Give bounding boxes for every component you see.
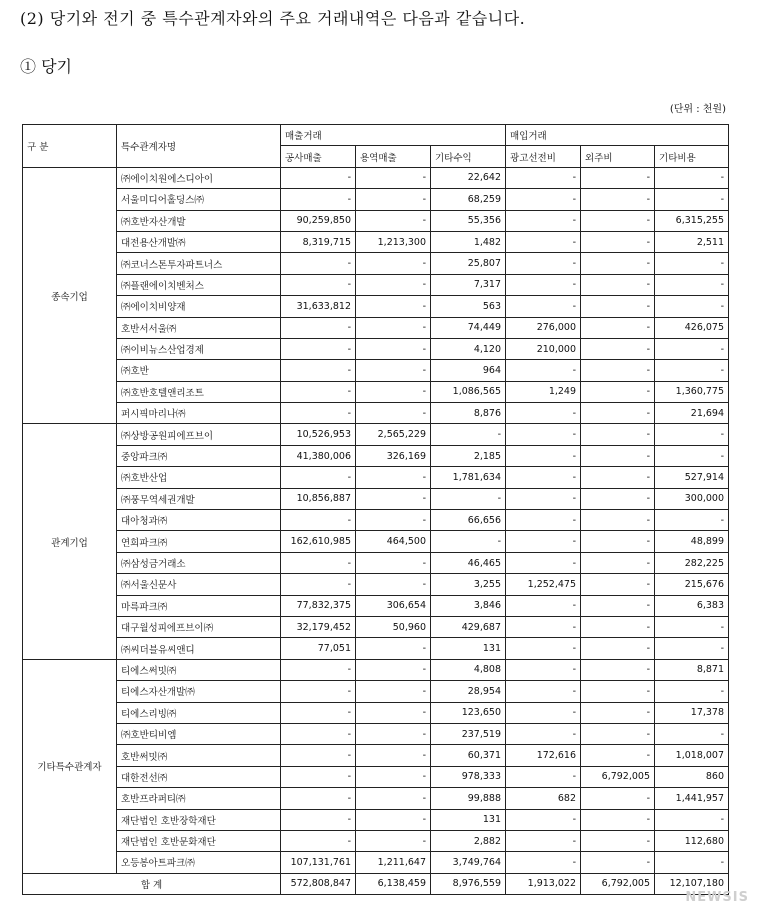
- value-cell: -: [655, 445, 729, 466]
- party-name-cell: ㈜플랜에이치벤처스: [117, 274, 281, 295]
- value-cell: -: [506, 360, 581, 381]
- table-row: [23, 231, 729, 252]
- table-row: [23, 723, 729, 744]
- value-cell: -: [581, 809, 655, 830]
- table-row: [23, 595, 729, 616]
- group-label-cell: 기타특수관계자: [23, 659, 117, 873]
- party-name-cell: ㈜풍무역세권개발: [117, 488, 281, 509]
- header-sales-group: 매출거래: [281, 125, 506, 146]
- table-row: [23, 574, 729, 595]
- value-cell: -: [356, 317, 431, 338]
- table-row: [23, 809, 729, 830]
- value-cell: -: [356, 830, 431, 851]
- table-row: [23, 830, 729, 851]
- value-cell: 90,259,850: [281, 210, 356, 231]
- table-row: [23, 531, 729, 552]
- value-cell: -: [655, 296, 729, 317]
- value-cell: -: [506, 616, 581, 637]
- value-cell: -: [655, 809, 729, 830]
- value-cell: -: [281, 381, 356, 402]
- value-cell: 10,856,887: [281, 488, 356, 509]
- value-cell: -: [281, 552, 356, 573]
- sub-header-cell: 광고선전비: [506, 146, 581, 167]
- value-cell: 860: [655, 766, 729, 787]
- value-cell: -: [356, 360, 431, 381]
- value-cell: 131: [431, 638, 506, 659]
- value-cell: -: [655, 253, 729, 274]
- value-cell: -: [281, 659, 356, 680]
- table-row: [23, 189, 729, 210]
- table-row: [23, 616, 729, 637]
- value-cell: -: [281, 360, 356, 381]
- value-cell: 48,899: [655, 531, 729, 552]
- party-name-cell: 호반서서울㈜: [117, 317, 281, 338]
- group-label-cell: 관계기업: [23, 424, 117, 659]
- party-name-cell: 서울미디어홀딩스㈜: [117, 189, 281, 210]
- sub-header-cell: 용역매출: [356, 146, 431, 167]
- value-cell: 123,650: [431, 702, 506, 723]
- value-cell: -: [431, 488, 506, 509]
- table-row: [23, 445, 729, 466]
- value-cell: -: [655, 338, 729, 359]
- party-name-cell: ㈜이비뉴스산업경제: [117, 338, 281, 359]
- value-cell: 32,179,452: [281, 616, 356, 637]
- value-cell: -: [506, 167, 581, 188]
- table-row: [23, 167, 729, 188]
- value-cell: -: [281, 788, 356, 809]
- value-cell: -: [506, 424, 581, 445]
- total-value-cell: 6,792,005: [581, 873, 655, 894]
- party-name-cell: 재단법인 호반장학재단: [117, 809, 281, 830]
- value-cell: -: [655, 510, 729, 531]
- value-cell: -: [281, 403, 356, 424]
- table-row: [23, 638, 729, 659]
- value-cell: 8,319,715: [281, 231, 356, 252]
- value-cell: -: [356, 702, 431, 723]
- value-cell: -: [655, 424, 729, 445]
- value-cell: -: [356, 510, 431, 531]
- value-cell: -: [356, 274, 431, 295]
- value-cell: -: [506, 189, 581, 210]
- value-cell: -: [281, 338, 356, 359]
- value-cell: 66,656: [431, 510, 506, 531]
- value-cell: -: [281, 745, 356, 766]
- value-cell: -: [356, 766, 431, 787]
- party-name-cell: 연희파크㈜: [117, 531, 281, 552]
- section-heading: (2) 당기와 전기 중 특수관계자와의 주요 거래내역은 다음과 같습니다.: [20, 9, 526, 28]
- value-cell: 210,000: [506, 338, 581, 359]
- sub-header-cell: 기타비용: [655, 146, 729, 167]
- table-row: [23, 552, 729, 573]
- value-cell: 1,441,957: [655, 788, 729, 809]
- value-cell: 68,259: [431, 189, 506, 210]
- total-value-cell: 1,913,022: [506, 873, 581, 894]
- table-row: [23, 702, 729, 723]
- value-cell: -: [581, 723, 655, 744]
- value-cell: 1,781,634: [431, 467, 506, 488]
- party-name-cell: 호반프라퍼티㈜: [117, 788, 281, 809]
- value-cell: -: [281, 253, 356, 274]
- value-cell: -: [356, 167, 431, 188]
- party-name-cell: 티에스써밋㈜: [117, 659, 281, 680]
- value-cell: -: [281, 467, 356, 488]
- value-cell: 77,832,375: [281, 595, 356, 616]
- value-cell: -: [281, 167, 356, 188]
- value-cell: -: [581, 296, 655, 317]
- value-cell: -: [356, 723, 431, 744]
- party-name-cell: 퍼시픽마리나㈜: [117, 403, 281, 424]
- header-party-name: 특수관계자명: [117, 125, 281, 168]
- party-name-cell: ㈜서울신문사: [117, 574, 281, 595]
- table-row: [23, 852, 729, 873]
- value-cell: -: [356, 552, 431, 573]
- value-cell: 3,255: [431, 574, 506, 595]
- value-cell: -: [506, 681, 581, 702]
- value-cell: 276,000: [506, 317, 581, 338]
- party-name-cell: 중앙파크㈜: [117, 445, 281, 466]
- value-cell: 1,086,565: [431, 381, 506, 402]
- value-cell: -: [356, 638, 431, 659]
- current-period-heading: ① 당기: [20, 57, 72, 76]
- value-cell: -: [356, 788, 431, 809]
- value-cell: 326,169: [356, 445, 431, 466]
- value-cell: -: [506, 766, 581, 787]
- table-row: [23, 210, 729, 231]
- value-cell: -: [581, 531, 655, 552]
- table-row: [23, 296, 729, 317]
- table-row: [23, 488, 729, 509]
- value-cell: -: [281, 317, 356, 338]
- value-cell: 131: [431, 809, 506, 830]
- value-cell: -: [655, 360, 729, 381]
- value-cell: -: [356, 189, 431, 210]
- table-row: [23, 317, 729, 338]
- value-cell: -: [581, 317, 655, 338]
- value-cell: -: [356, 809, 431, 830]
- value-cell: -: [581, 467, 655, 488]
- value-cell: 1,249: [506, 381, 581, 402]
- value-cell: -: [356, 659, 431, 680]
- value-cell: -: [281, 830, 356, 851]
- value-cell: -: [506, 552, 581, 573]
- value-cell: -: [655, 681, 729, 702]
- value-cell: -: [281, 189, 356, 210]
- value-cell: 4,808: [431, 659, 506, 680]
- value-cell: -: [581, 210, 655, 231]
- party-name-cell: ㈜코너스톤투자파트너스: [117, 253, 281, 274]
- value-cell: -: [281, 274, 356, 295]
- value-cell: -: [281, 510, 356, 531]
- total-value-cell: 6,138,459: [356, 873, 431, 894]
- party-name-cell: 티에스리빙㈜: [117, 702, 281, 723]
- value-cell: -: [581, 338, 655, 359]
- party-name-cell: 재단법인 호반문화재단: [117, 830, 281, 851]
- value-cell: 2,882: [431, 830, 506, 851]
- sub-header-cell: 기타수익: [431, 146, 506, 167]
- value-cell: 1,213,300: [356, 231, 431, 252]
- value-cell: -: [431, 424, 506, 445]
- value-cell: -: [356, 210, 431, 231]
- value-cell: -: [506, 296, 581, 317]
- value-cell: -: [581, 702, 655, 723]
- value-cell: 25,807: [431, 253, 506, 274]
- value-cell: 306,654: [356, 595, 431, 616]
- value-cell: -: [281, 809, 356, 830]
- value-cell: 2,511: [655, 231, 729, 252]
- party-name-cell: ㈜씨더블유씨앤디: [117, 638, 281, 659]
- value-cell: -: [581, 510, 655, 531]
- value-cell: 107,131,761: [281, 852, 356, 873]
- value-cell: 77,051: [281, 638, 356, 659]
- value-cell: 112,680: [655, 830, 729, 851]
- value-cell: 162,610,985: [281, 531, 356, 552]
- value-cell: -: [506, 210, 581, 231]
- table-row: [23, 467, 729, 488]
- value-cell: -: [581, 745, 655, 766]
- value-cell: -: [506, 638, 581, 659]
- newsis-watermark: NEWSIS: [685, 890, 749, 905]
- value-cell: 21,694: [655, 403, 729, 424]
- value-cell: -: [581, 360, 655, 381]
- party-name-cell: ㈜호반: [117, 360, 281, 381]
- value-cell: -: [655, 274, 729, 295]
- group-label-cell: 종속기업: [23, 167, 117, 424]
- value-cell: -: [506, 852, 581, 873]
- total-value-cell: 12,107,180: [655, 873, 729, 894]
- value-cell: 964: [431, 360, 506, 381]
- value-cell: -: [356, 253, 431, 274]
- value-cell: 6,792,005: [581, 766, 655, 787]
- related-party-transactions-table: [22, 124, 729, 895]
- table-row: [23, 274, 729, 295]
- value-cell: 99,888: [431, 788, 506, 809]
- value-cell: 10,526,953: [281, 424, 356, 445]
- value-cell: -: [356, 745, 431, 766]
- value-cell: -: [281, 574, 356, 595]
- value-cell: -: [281, 681, 356, 702]
- value-cell: -: [356, 381, 431, 402]
- party-name-cell: 대구월성피에프브이㈜: [117, 616, 281, 637]
- value-cell: 3,846: [431, 595, 506, 616]
- value-cell: 429,687: [431, 616, 506, 637]
- value-cell: -: [581, 488, 655, 509]
- value-cell: -: [581, 638, 655, 659]
- value-cell: 46,465: [431, 552, 506, 573]
- table-row: [23, 381, 729, 402]
- value-cell: 282,225: [655, 552, 729, 573]
- value-cell: 1,018,007: [655, 745, 729, 766]
- value-cell: -: [356, 467, 431, 488]
- total-value-cell: 572,808,847: [281, 873, 356, 894]
- value-cell: 74,449: [431, 317, 506, 338]
- value-cell: -: [356, 574, 431, 595]
- value-cell: -: [581, 189, 655, 210]
- value-cell: -: [506, 231, 581, 252]
- table-row: [23, 788, 729, 809]
- value-cell: -: [655, 852, 729, 873]
- value-cell: -: [506, 531, 581, 552]
- party-name-cell: ㈜호반호텔앤리조트: [117, 381, 281, 402]
- value-cell: -: [581, 852, 655, 873]
- value-cell: 17,378: [655, 702, 729, 723]
- value-cell: -: [506, 403, 581, 424]
- value-cell: -: [581, 552, 655, 573]
- value-cell: 6,383: [655, 595, 729, 616]
- value-cell: -: [581, 167, 655, 188]
- value-cell: -: [581, 595, 655, 616]
- header-purchase-group: 매입거래: [506, 125, 729, 146]
- party-name-cell: ㈜호반자산개발: [117, 210, 281, 231]
- value-cell: -: [506, 467, 581, 488]
- table-body: [23, 167, 729, 873]
- table-row: [23, 681, 729, 702]
- value-cell: 300,000: [655, 488, 729, 509]
- value-cell: -: [581, 788, 655, 809]
- value-cell: -: [281, 723, 356, 744]
- sub-header-cell: 공사매출: [281, 146, 356, 167]
- value-cell: 237,519: [431, 723, 506, 744]
- value-cell: 31,633,812: [281, 296, 356, 317]
- value-cell: -: [581, 274, 655, 295]
- value-cell: -: [356, 338, 431, 359]
- value-cell: -: [356, 296, 431, 317]
- value-cell: 3,749,764: [431, 852, 506, 873]
- table-row: [23, 659, 729, 680]
- value-cell: -: [506, 830, 581, 851]
- value-cell: -: [581, 231, 655, 252]
- party-name-cell: ㈜호반산업: [117, 467, 281, 488]
- value-cell: -: [581, 424, 655, 445]
- party-name-cell: ㈜삼성금거래소: [117, 552, 281, 573]
- value-cell: -: [581, 381, 655, 402]
- value-cell: -: [281, 702, 356, 723]
- party-name-cell: ㈜상방공원피에프브이: [117, 424, 281, 445]
- party-name-cell: ㈜에이치원에스디아이: [117, 167, 281, 188]
- table-row: [23, 338, 729, 359]
- value-cell: -: [581, 253, 655, 274]
- table-row: [23, 424, 729, 445]
- unit-note: (단위 : 천원): [669, 104, 726, 115]
- party-name-cell: 호반써밋㈜: [117, 745, 281, 766]
- value-cell: -: [506, 488, 581, 509]
- table-row: [23, 510, 729, 531]
- value-cell: 4,120: [431, 338, 506, 359]
- value-cell: 978,333: [431, 766, 506, 787]
- value-cell: -: [581, 445, 655, 466]
- value-cell: 1,360,775: [655, 381, 729, 402]
- value-cell: -: [655, 638, 729, 659]
- value-cell: 2,565,229: [356, 424, 431, 445]
- value-cell: -: [356, 488, 431, 509]
- value-cell: 6,315,255: [655, 210, 729, 231]
- value-cell: 41,380,006: [281, 445, 356, 466]
- value-cell: -: [581, 659, 655, 680]
- value-cell: 2,185: [431, 445, 506, 466]
- party-name-cell: ㈜에이치비양재: [117, 296, 281, 317]
- party-name-cell: 오등봉아트파크㈜: [117, 852, 281, 873]
- value-cell: 527,914: [655, 467, 729, 488]
- table-row: [23, 766, 729, 787]
- party-name-cell: ㈜호반티비엠: [117, 723, 281, 744]
- value-cell: 1,211,647: [356, 852, 431, 873]
- value-cell: 60,371: [431, 745, 506, 766]
- value-cell: -: [581, 403, 655, 424]
- value-cell: -: [655, 723, 729, 744]
- header-category: 구 분: [23, 125, 117, 168]
- value-cell: -: [506, 809, 581, 830]
- value-cell: -: [281, 766, 356, 787]
- table-row: [23, 253, 729, 274]
- value-cell: -: [581, 616, 655, 637]
- party-name-cell: 대전용산개발㈜: [117, 231, 281, 252]
- value-cell: 55,356: [431, 210, 506, 231]
- value-cell: 215,676: [655, 574, 729, 595]
- value-cell: -: [506, 659, 581, 680]
- value-cell: 8,876: [431, 403, 506, 424]
- value-cell: 8,871: [655, 659, 729, 680]
- value-cell: -: [506, 723, 581, 744]
- value-cell: -: [506, 510, 581, 531]
- value-cell: 7,317: [431, 274, 506, 295]
- value-cell: 426,075: [655, 317, 729, 338]
- value-cell: 1,252,475: [506, 574, 581, 595]
- value-cell: -: [581, 574, 655, 595]
- value-cell: -: [431, 531, 506, 552]
- sub-header-cell: 외주비: [581, 146, 655, 167]
- value-cell: -: [581, 830, 655, 851]
- value-cell: -: [356, 403, 431, 424]
- value-cell: 1,482: [431, 231, 506, 252]
- value-cell: 563: [431, 296, 506, 317]
- value-cell: 28,954: [431, 681, 506, 702]
- value-cell: -: [655, 616, 729, 637]
- party-name-cell: 티에스자산개발㈜: [117, 681, 281, 702]
- table-row: [23, 403, 729, 424]
- value-cell: -: [506, 702, 581, 723]
- party-name-cell: 대아청과㈜: [117, 510, 281, 531]
- value-cell: -: [356, 681, 431, 702]
- table-row: [23, 745, 729, 766]
- value-cell: -: [581, 681, 655, 702]
- value-cell: 22,642: [431, 167, 506, 188]
- value-cell: -: [506, 274, 581, 295]
- value-cell: -: [506, 595, 581, 616]
- party-name-cell: 대한전선㈜: [117, 766, 281, 787]
- value-cell: -: [506, 253, 581, 274]
- total-label: 합 계: [23, 873, 281, 894]
- table-row: [23, 360, 729, 381]
- value-cell: 50,960: [356, 616, 431, 637]
- value-cell: -: [655, 189, 729, 210]
- value-cell: -: [655, 167, 729, 188]
- value-cell: 682: [506, 788, 581, 809]
- party-name-cell: 마륵파크㈜: [117, 595, 281, 616]
- value-cell: 172,616: [506, 745, 581, 766]
- value-cell: -: [506, 445, 581, 466]
- total-row: [23, 873, 729, 894]
- total-value-cell: 8,976,559: [431, 873, 506, 894]
- value-cell: 464,500: [356, 531, 431, 552]
